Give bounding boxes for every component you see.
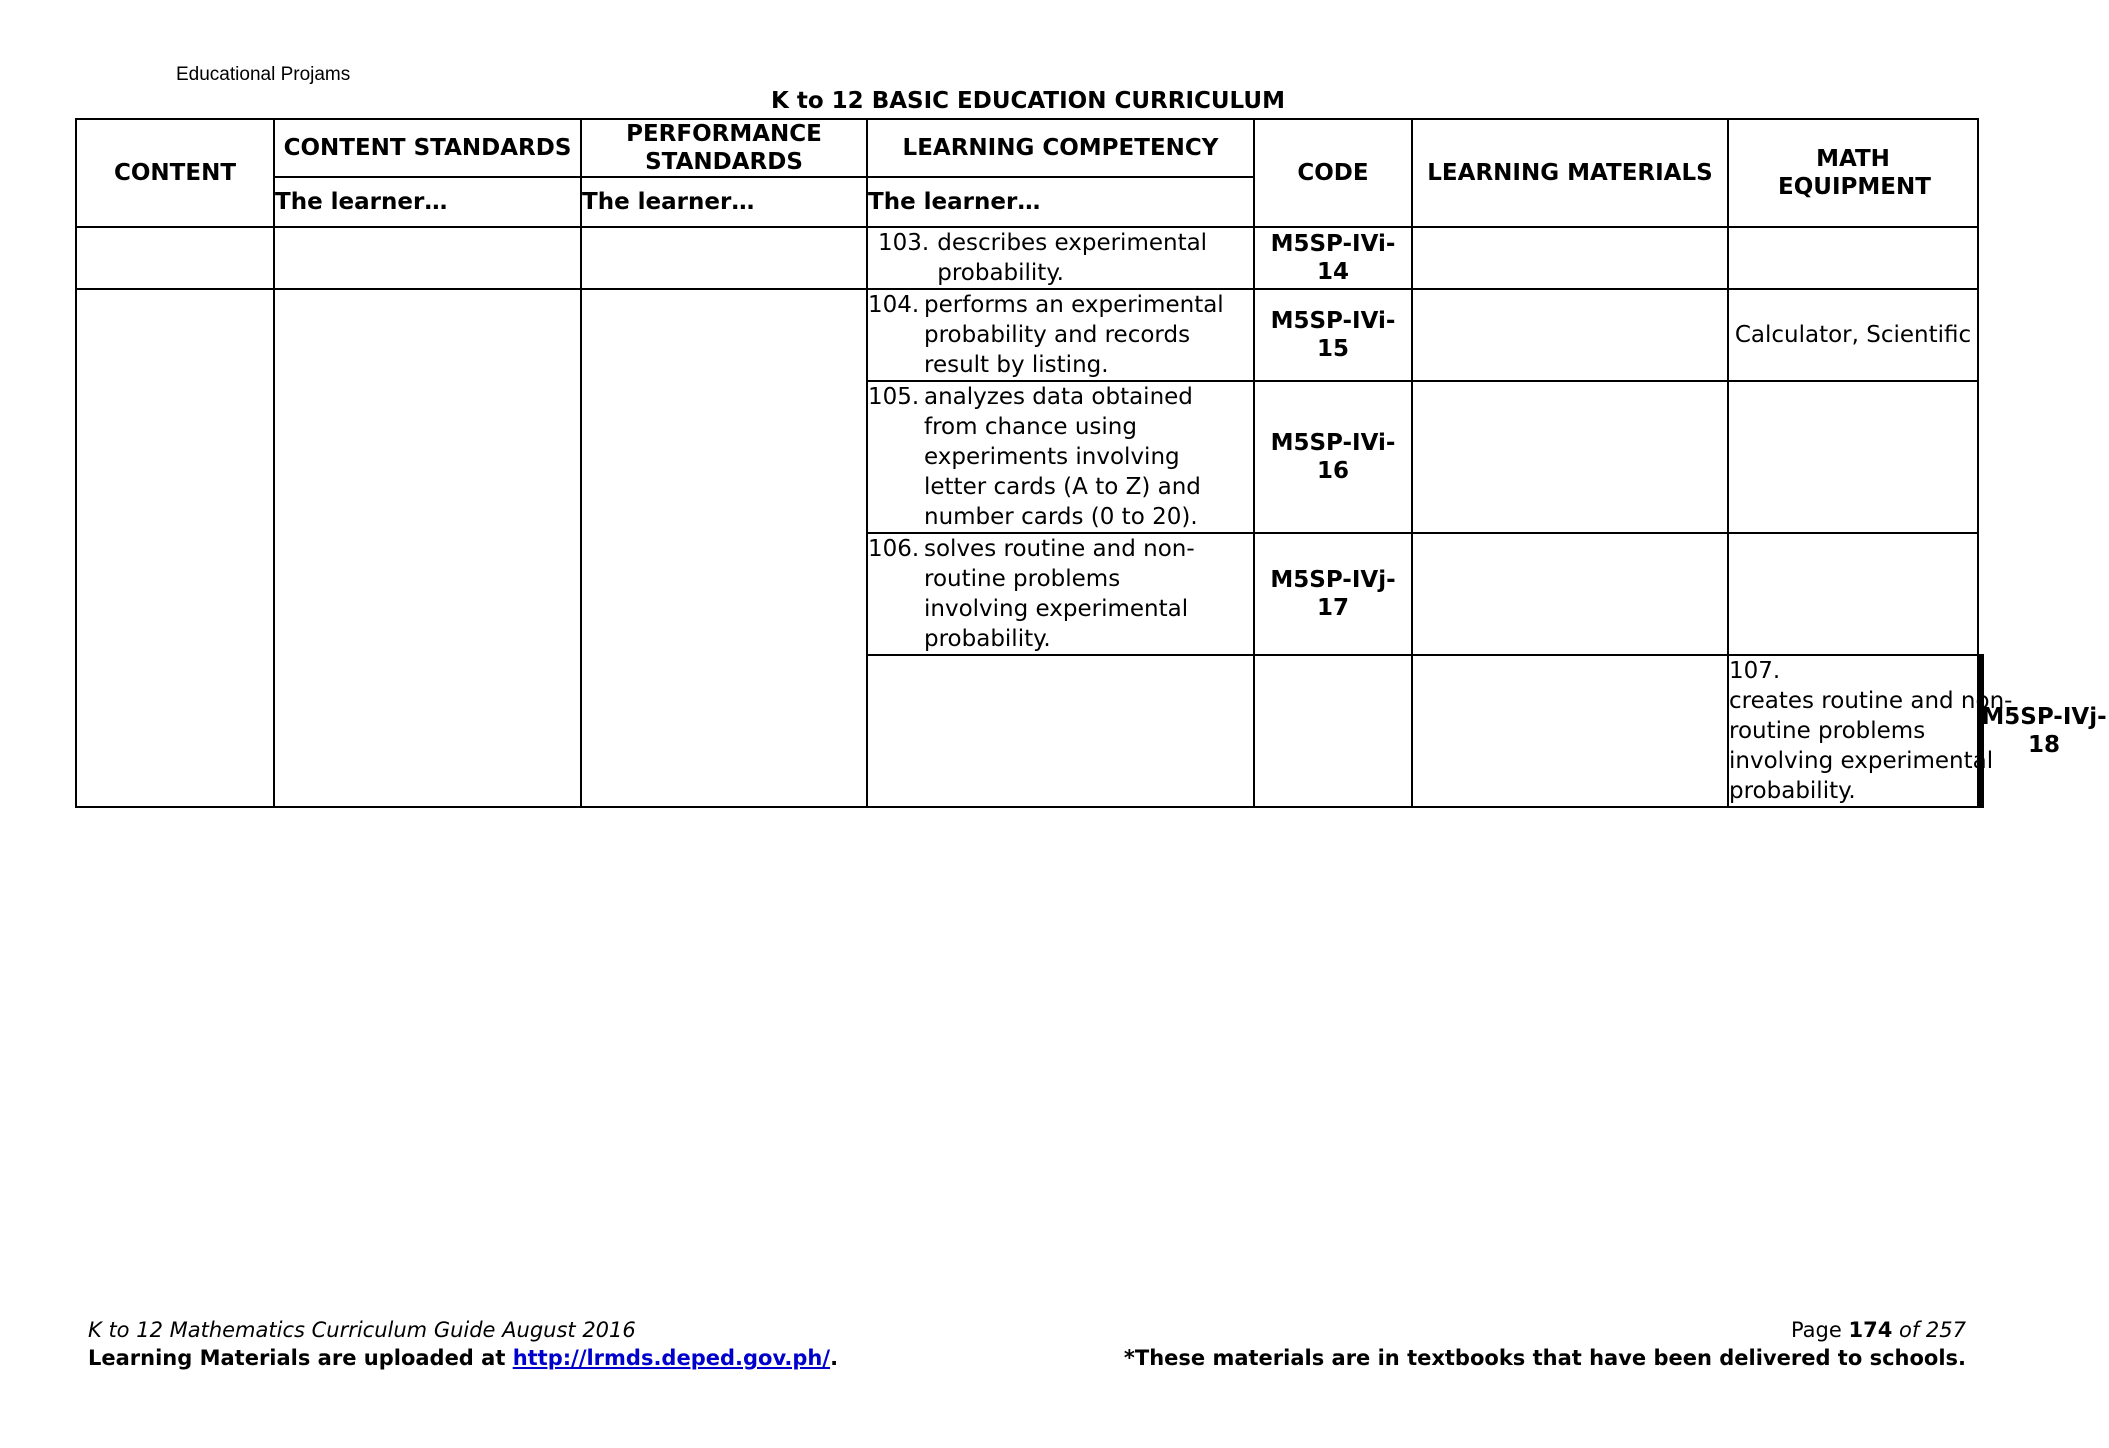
cell-math-equipment: Calculator, Scientific bbox=[1728, 289, 1978, 381]
footer-left bbox=[88, 1316, 838, 1372]
cell-performance-standards bbox=[581, 227, 867, 289]
competency-text: describes experimental probability. bbox=[937, 230, 1208, 286]
cell-learning-materials bbox=[1412, 381, 1728, 533]
competency-number: 104. bbox=[868, 292, 920, 318]
header-content-standards: CONTENT STANDARDS bbox=[274, 119, 581, 177]
table-row bbox=[76, 289, 1983, 381]
footer-upload-line bbox=[88, 1344, 838, 1372]
competency-number: 103. bbox=[878, 230, 930, 256]
competency-number: 107. bbox=[1729, 658, 1781, 684]
competency-code: M5SP-IVi-16 bbox=[1270, 430, 1396, 484]
cell-competency bbox=[1728, 655, 2013, 807]
footer-guide-title: K to 12 Mathematics Curriculum Guide August 2016 bbox=[88, 1318, 636, 1342]
cell-code bbox=[1254, 289, 1412, 381]
cell-performance-standards bbox=[581, 289, 867, 807]
cell-content bbox=[867, 655, 1254, 807]
competency-text: solves routine and non-routine problems involving experimental probability. bbox=[924, 536, 1195, 652]
page-number: 174 bbox=[1848, 1318, 1893, 1342]
header-content: CONTENT bbox=[76, 119, 274, 227]
header-performance-standards: PERFORMANCE STANDARDS bbox=[581, 119, 867, 177]
cell-learning-materials bbox=[1412, 227, 1728, 289]
header-learning-materials: LEARNING MATERIALS bbox=[1412, 119, 1728, 227]
header-code: CODE bbox=[1254, 119, 1412, 227]
cell-competency bbox=[867, 533, 1254, 655]
cell-math-equipment bbox=[1728, 533, 1978, 655]
cell-content bbox=[76, 289, 274, 807]
subheader-performance-standards: The learner… bbox=[581, 177, 867, 227]
cell-content bbox=[76, 227, 274, 289]
footer-upload-suffix: . bbox=[830, 1346, 839, 1370]
lrmds-link[interactable]: http://lrmds.deped.gov.ph/ bbox=[512, 1346, 831, 1370]
page-indicator bbox=[1124, 1316, 1966, 1344]
cell-learning-materials bbox=[1412, 533, 1728, 655]
competency-code: M5SP-IVj-18 bbox=[1981, 704, 2107, 758]
cell-code bbox=[1254, 227, 1412, 289]
cell-code bbox=[1254, 533, 1412, 655]
cell-math-equipment bbox=[1728, 381, 1978, 533]
competency-code: M5SP-IVi-14 bbox=[1270, 231, 1396, 285]
subheader-content-standards: The learner… bbox=[274, 177, 581, 227]
curriculum-table bbox=[75, 118, 2107, 808]
footer-right bbox=[1124, 1316, 1966, 1372]
header-learning-competency: LEARNING COMPETENCY bbox=[867, 119, 1254, 177]
subheader-learning-competency: The learner… bbox=[867, 177, 1254, 227]
cell-content-standards bbox=[274, 289, 581, 807]
competency-number: 105. bbox=[868, 384, 920, 410]
competency-code: M5SP-IVi-15 bbox=[1270, 308, 1396, 362]
document-title: K to 12 BASIC EDUCATION CURRICULUM bbox=[771, 88, 1285, 114]
cell-competency bbox=[867, 289, 1254, 381]
cell-content-standards bbox=[274, 227, 581, 289]
competency-text: performs an experimental probability and records result by listing. bbox=[924, 292, 1224, 378]
cell-competency bbox=[867, 381, 1254, 533]
header-note: Educational Projams bbox=[176, 64, 351, 85]
cell-performance-standards bbox=[1412, 655, 1728, 807]
page-total: of 257 bbox=[1892, 1318, 1966, 1342]
header-row bbox=[76, 119, 1983, 177]
cell-content-standards bbox=[1254, 655, 1412, 807]
footer-note: *These materials are in textbooks that have been delivered to schools. bbox=[1123, 1346, 1966, 1370]
competency-text: creates routine and non-routine problems involving experimental probability. bbox=[1729, 688, 2013, 804]
page-label: Page bbox=[1790, 1318, 1849, 1342]
cell-code bbox=[1254, 381, 1412, 533]
table-row bbox=[76, 227, 1983, 289]
competency-number: 106. bbox=[868, 536, 920, 562]
footer-upload-prefix: Learning Materials are uploaded at bbox=[88, 1346, 513, 1370]
cell-learning-materials bbox=[1412, 289, 1728, 381]
cell-math-equipment bbox=[1728, 227, 1978, 289]
header-math-equipment bbox=[1728, 119, 1978, 227]
cell-competency bbox=[867, 227, 1254, 289]
competency-code: M5SP-IVj-17 bbox=[1270, 567, 1396, 621]
header-math-equipment-label: MATH EQUIPMENT bbox=[1778, 146, 1931, 200]
competency-text: analyzes data obtained from chance using experiments involving letter cards (A to Z) and number cards (0 to 20). bbox=[924, 384, 1201, 530]
